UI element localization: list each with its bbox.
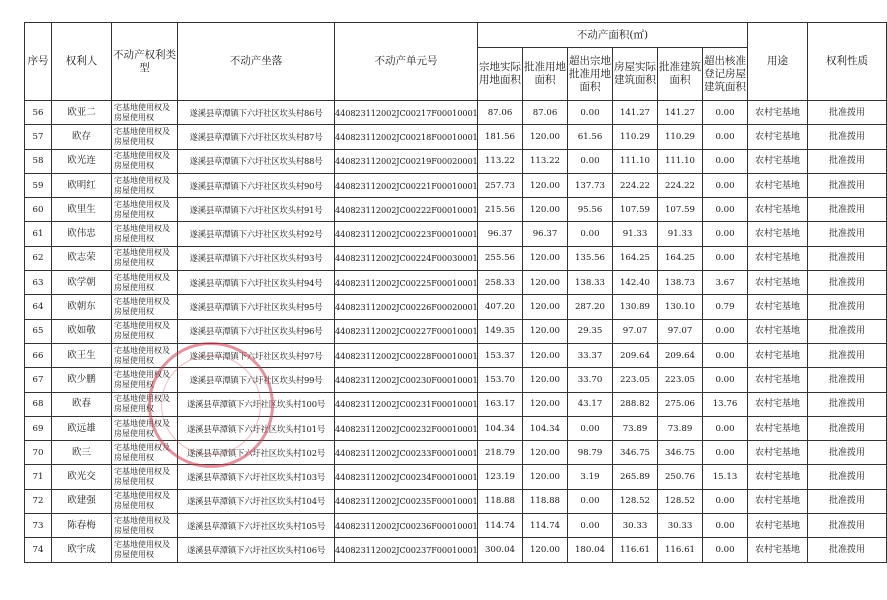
cell-approved-land: 120.00 (523, 343, 568, 367)
header-unit-no: 不动产单元号 (335, 23, 478, 101)
cell-seq: 64 (25, 295, 52, 319)
cell-unit-no: 440823112002JC00219F00020001 (335, 149, 478, 173)
cell-approved-building: 116.61 (658, 538, 703, 562)
header-nature: 权利性质 (808, 23, 887, 101)
cell-approved-building: 107.59 (658, 198, 703, 222)
cell-seq: 66 (25, 343, 52, 367)
cell-usage: 农村宅基地 (748, 538, 808, 562)
cell-nature: 批准拨用 (808, 441, 887, 465)
cell-excess-land: 287.20 (568, 295, 613, 319)
cell-usage: 农村宅基地 (748, 319, 808, 343)
cell-site-area: 257.73 (478, 173, 523, 197)
cell-right-type: 宅基地使用权及房屋使用权 (112, 198, 178, 222)
cell-excess-building: 0.00 (703, 343, 748, 367)
cell-holder: 欧少鹏 (52, 368, 112, 392)
cell-right-type: 宅基地使用权及房屋使用权 (112, 295, 178, 319)
table-row (25, 368, 887, 392)
cell-approved-building: 30.33 (658, 514, 703, 538)
cell-holder: 欧建强 (52, 489, 112, 513)
cell-house-area: 223.05 (613, 368, 658, 392)
cell-seq: 68 (25, 392, 52, 416)
table-row (25, 295, 887, 319)
cell-excess-land: 135.56 (568, 246, 613, 270)
cell-right-type: 宅基地使用权及房屋使用权 (112, 101, 178, 125)
cell-right-type: 宅基地使用权及房屋使用权 (112, 222, 178, 246)
cell-usage: 农村宅基地 (748, 149, 808, 173)
cell-house-area: 224.22 (613, 173, 658, 197)
cell-holder: 欧远雄 (52, 416, 112, 440)
cell-nature: 批准拨用 (808, 246, 887, 270)
cell-house-area: 288.82 (613, 392, 658, 416)
cell-seq: 62 (25, 246, 52, 270)
cell-approved-land: 120.00 (523, 441, 568, 465)
cell-site-area: 87.06 (478, 101, 523, 125)
cell-unit-no: 440823112002JC00230F00010001 (335, 368, 478, 392)
cell-right-type: 宅基地使用权及房屋使用权 (112, 149, 178, 173)
cell-usage: 农村宅基地 (748, 295, 808, 319)
cell-location: 遂溪县草潭镇下六圩社区坎头村105号 (178, 514, 335, 538)
cell-site-area: 215.56 (478, 198, 523, 222)
cell-approved-land: 120.00 (523, 368, 568, 392)
cell-right-type: 宅基地使用权及房屋使用权 (112, 392, 178, 416)
cell-location: 遂溪县草潭镇下六圩社区坎头村102号 (178, 441, 335, 465)
cell-excess-building: 0.79 (703, 295, 748, 319)
table-row (25, 489, 887, 513)
table-row (25, 514, 887, 538)
header-site-area: 宗地实际用地面积 (478, 48, 523, 101)
cell-excess-building: 0.00 (703, 246, 748, 270)
cell-unit-no: 440823112002JC00227F00010001 (335, 319, 478, 343)
cell-unit-no: 440823112002JC00231F00010001 (335, 392, 478, 416)
cell-site-area: 407.20 (478, 295, 523, 319)
cell-nature: 批准拨用 (808, 198, 887, 222)
cell-holder: 陈春梅 (52, 514, 112, 538)
cell-holder: 欧王生 (52, 343, 112, 367)
cell-holder: 欧三 (52, 441, 112, 465)
cell-unit-no: 440823112002JC00223F00010001 (335, 222, 478, 246)
cell-seq: 69 (25, 416, 52, 440)
cell-excess-land: 95.56 (568, 198, 613, 222)
header-seq: 序号 (25, 23, 52, 101)
cell-house-area: 130.89 (613, 295, 658, 319)
cell-holder: 欧宇成 (52, 538, 112, 562)
cell-nature: 批准拨用 (808, 149, 887, 173)
cell-excess-building: 0.00 (703, 125, 748, 149)
cell-location: 遂溪县草潭镇下六圩社区坎头村94号 (178, 271, 335, 295)
table-row (25, 343, 887, 367)
cell-seq: 56 (25, 101, 52, 125)
cell-seq: 73 (25, 514, 52, 538)
table-row (25, 222, 887, 246)
cell-excess-land: 0.00 (568, 514, 613, 538)
cell-seq: 57 (25, 125, 52, 149)
cell-excess-land: 0.00 (568, 149, 613, 173)
cell-nature: 批准拨用 (808, 319, 887, 343)
cell-site-area: 114.74 (478, 514, 523, 538)
cell-approved-building: 164.25 (658, 246, 703, 270)
cell-location: 遂溪县草潭镇下六圩社区坎头村90号 (178, 173, 335, 197)
cell-excess-building: 0.00 (703, 416, 748, 440)
header-house-area: 房屋实际建筑面积 (613, 48, 658, 101)
cell-excess-building: 0.00 (703, 222, 748, 246)
header-excess-land: 超出宗地批准用地面积 (568, 48, 613, 101)
cell-approved-building: 209.64 (658, 343, 703, 367)
cell-house-area: 209.64 (613, 343, 658, 367)
cell-approved-building: 130.10 (658, 295, 703, 319)
cell-approved-land: 114.74 (523, 514, 568, 538)
cell-right-type: 宅基地使用权及房屋使用权 (112, 416, 178, 440)
cell-unit-no: 440823112002JC00225F00010001 (335, 271, 478, 295)
cell-approved-building: 346.75 (658, 441, 703, 465)
cell-nature: 批准拨用 (808, 271, 887, 295)
cell-house-area: 164.25 (613, 246, 658, 270)
cell-seq: 67 (25, 368, 52, 392)
cell-nature: 批准拨用 (808, 489, 887, 513)
cell-usage: 农村宅基地 (748, 416, 808, 440)
cell-nature: 批准拨用 (808, 222, 887, 246)
cell-approved-building: 250.76 (658, 465, 703, 489)
header-location: 不动产坐落 (178, 23, 335, 101)
cell-location: 遂溪县草潭镇下六圩社区坎头村97号 (178, 343, 335, 367)
register-sheet (24, 22, 869, 570)
cell-excess-land: 0.00 (568, 489, 613, 513)
cell-unit-no: 440823112002JC00222F00010001 (335, 198, 478, 222)
register-rows (25, 101, 887, 563)
cell-location: 遂溪县草潭镇下六圩社区坎头村91号 (178, 198, 335, 222)
cell-holder: 欧如敬 (52, 319, 112, 343)
cell-approved-building: 128.52 (658, 489, 703, 513)
cell-site-area: 123.19 (478, 465, 523, 489)
cell-holder: 欧光交 (52, 465, 112, 489)
cell-excess-building: 15.13 (703, 465, 748, 489)
cell-excess-building: 0.00 (703, 198, 748, 222)
cell-approved-building: 73.89 (658, 416, 703, 440)
cell-excess-land: 0.00 (568, 222, 613, 246)
cell-approved-building: 97.07 (658, 319, 703, 343)
cell-approved-land: 120.00 (523, 198, 568, 222)
cell-excess-building: 0.00 (703, 489, 748, 513)
cell-unit-no: 440823112002JC00232F00010001 (335, 416, 478, 440)
cell-excess-land: 138.33 (568, 271, 613, 295)
cell-holder: 欧光连 (52, 149, 112, 173)
cell-nature: 批准拨用 (808, 101, 887, 125)
cell-house-area: 91.33 (613, 222, 658, 246)
cell-seq: 60 (25, 198, 52, 222)
cell-approved-building: 111.10 (658, 149, 703, 173)
table-row (25, 392, 887, 416)
cell-location: 遂溪县草潭镇下六圩社区坎头村86号 (178, 101, 335, 125)
cell-holder: 欧里生 (52, 198, 112, 222)
cell-excess-building: 0.00 (703, 101, 748, 125)
cell-excess-land: 137.73 (568, 173, 613, 197)
cell-nature: 批准拨用 (808, 465, 887, 489)
cell-nature: 批准拨用 (808, 368, 887, 392)
cell-site-area: 118.88 (478, 489, 523, 513)
header-approved-building: 批准建筑面积 (658, 48, 703, 101)
cell-right-type: 宅基地使用权及房屋使用权 (112, 489, 178, 513)
cell-site-area: 104.34 (478, 416, 523, 440)
cell-site-area: 96.37 (478, 222, 523, 246)
cell-site-area: 113.22 (478, 149, 523, 173)
cell-house-area: 346.75 (613, 441, 658, 465)
cell-house-area: 73.89 (613, 416, 658, 440)
cell-right-type: 宅基地使用权及房屋使用权 (112, 271, 178, 295)
cell-usage: 农村宅基地 (748, 198, 808, 222)
cell-usage: 农村宅基地 (748, 514, 808, 538)
table-row (25, 149, 887, 173)
cell-approved-building: 141.27 (658, 101, 703, 125)
cell-location: 遂溪县草潭镇下六圩社区坎头村88号 (178, 149, 335, 173)
cell-right-type: 宅基地使用权及房屋使用权 (112, 368, 178, 392)
cell-holder: 欧存 (52, 125, 112, 149)
cell-site-area: 258.33 (478, 271, 523, 295)
cell-approved-land: 120.00 (523, 173, 568, 197)
table-row (25, 441, 887, 465)
cell-approved-land: 120.00 (523, 246, 568, 270)
cell-approved-building: 138.73 (658, 271, 703, 295)
cell-nature: 批准拨用 (808, 343, 887, 367)
cell-approved-land: 87.06 (523, 101, 568, 125)
cell-approved-land: 120.00 (523, 295, 568, 319)
cell-right-type: 宅基地使用权及房屋使用权 (112, 538, 178, 562)
cell-location: 遂溪县草潭镇下六圩社区坎头村106号 (178, 538, 335, 562)
cell-approved-land: 120.00 (523, 125, 568, 149)
table-row (25, 246, 887, 270)
cell-excess-land: 0.00 (568, 101, 613, 125)
cell-usage: 农村宅基地 (748, 343, 808, 367)
cell-site-area: 153.70 (478, 368, 523, 392)
cell-approved-land: 120.00 (523, 538, 568, 562)
table-row (25, 173, 887, 197)
cell-excess-building: 0.00 (703, 149, 748, 173)
cell-house-area: 110.29 (613, 125, 658, 149)
cell-right-type: 宅基地使用权及房屋使用权 (112, 441, 178, 465)
cell-approved-land: 96.37 (523, 222, 568, 246)
header-approved-land: 批准用地面积 (523, 48, 568, 101)
cell-location: 遂溪县草潭镇下六圩社区坎头村96号 (178, 319, 335, 343)
cell-house-area: 97.07 (613, 319, 658, 343)
cell-approved-land: 113.22 (523, 149, 568, 173)
cell-site-area: 163.17 (478, 392, 523, 416)
cell-location: 遂溪县草潭镇下六圩社区坎头村101号 (178, 416, 335, 440)
cell-seq: 63 (25, 271, 52, 295)
cell-nature: 批准拨用 (808, 538, 887, 562)
cell-location: 遂溪县草潭镇下六圩社区坎头村92号 (178, 222, 335, 246)
cell-right-type: 宅基地使用权及房屋使用权 (112, 343, 178, 367)
cell-usage: 农村宅基地 (748, 101, 808, 125)
cell-approved-land: 120.00 (523, 319, 568, 343)
cell-site-area: 255.56 (478, 246, 523, 270)
cell-unit-no: 440823112002JC00217F00010001 (335, 101, 478, 125)
cell-house-area: 107.59 (613, 198, 658, 222)
cell-excess-building: 0.00 (703, 538, 748, 562)
cell-right-type: 宅基地使用权及房屋使用权 (112, 173, 178, 197)
cell-approved-building: 275.06 (658, 392, 703, 416)
cell-usage: 农村宅基地 (748, 173, 808, 197)
cell-site-area: 149.35 (478, 319, 523, 343)
cell-site-area: 300.04 (478, 538, 523, 562)
cell-excess-land: 33.70 (568, 368, 613, 392)
cell-approved-building: 91.33 (658, 222, 703, 246)
cell-excess-land: 33.37 (568, 343, 613, 367)
cell-approved-building: 110.29 (658, 125, 703, 149)
cell-house-area: 111.10 (613, 149, 658, 173)
cell-approved-land: 118.88 (523, 489, 568, 513)
cell-holder: 欧春 (52, 392, 112, 416)
header-area-group: 不动产面积(㎡) (478, 23, 748, 48)
cell-unit-no: 440823112002JC00234F00010001 (335, 465, 478, 489)
cell-excess-land: 180.04 (568, 538, 613, 562)
cell-location: 遂溪县草潭镇下六圩社区坎头村103号 (178, 465, 335, 489)
table-row (25, 416, 887, 440)
cell-house-area: 116.61 (613, 538, 658, 562)
cell-usage: 农村宅基地 (748, 441, 808, 465)
cell-usage: 农村宅基地 (748, 222, 808, 246)
cell-excess-building: 0.00 (703, 441, 748, 465)
cell-nature: 批准拨用 (808, 392, 887, 416)
table-row (25, 319, 887, 343)
cell-unit-no: 440823112002JC00224F00030001 (335, 246, 478, 270)
cell-holder: 欧伟忠 (52, 222, 112, 246)
cell-right-type: 宅基地使用权及房屋使用权 (112, 514, 178, 538)
header-excess-building: 超出核准登记房屋建筑面积 (703, 48, 748, 101)
cell-unit-no: 440823112002JC00237F00010001 (335, 538, 478, 562)
table-row (25, 125, 887, 149)
cell-site-area: 218.79 (478, 441, 523, 465)
cell-unit-no: 440823112002JC00228F00010001 (335, 343, 478, 367)
cell-usage: 农村宅基地 (748, 125, 808, 149)
cell-right-type: 宅基地使用权及房屋使用权 (112, 319, 178, 343)
table-row (25, 465, 887, 489)
cell-holder: 欧明红 (52, 173, 112, 197)
cell-site-area: 181.56 (478, 125, 523, 149)
cell-seq: 65 (25, 319, 52, 343)
cell-nature: 批准拨用 (808, 125, 887, 149)
cell-excess-land: 0.00 (568, 416, 613, 440)
cell-nature: 批准拨用 (808, 416, 887, 440)
cell-excess-land: 3.19 (568, 465, 613, 489)
cell-right-type: 宅基地使用权及房屋使用权 (112, 246, 178, 270)
cell-excess-land: 98.79 (568, 441, 613, 465)
cell-seq: 71 (25, 465, 52, 489)
cell-unit-no: 440823112002JC00218F00010001 (335, 125, 478, 149)
cell-excess-building: 13.76 (703, 392, 748, 416)
cell-excess-building: 0.00 (703, 173, 748, 197)
cell-holder: 欧朝东 (52, 295, 112, 319)
cell-location: 遂溪县草潭镇下六圩社区坎头村104号 (178, 489, 335, 513)
cell-nature: 批准拨用 (808, 514, 887, 538)
cell-holder: 欧学朝 (52, 271, 112, 295)
cell-excess-land: 29.35 (568, 319, 613, 343)
cell-house-area: 141.27 (613, 101, 658, 125)
cell-approved-building: 223.05 (658, 368, 703, 392)
cell-right-type: 宅基地使用权及房屋使用权 (112, 465, 178, 489)
cell-seq: 61 (25, 222, 52, 246)
cell-approved-building: 224.22 (658, 173, 703, 197)
cell-seq: 70 (25, 441, 52, 465)
cell-approved-land: 120.00 (523, 271, 568, 295)
cell-approved-land: 104.34 (523, 416, 568, 440)
cell-unit-no: 440823112002JC00236F00010001 (335, 514, 478, 538)
cell-usage: 农村宅基地 (748, 368, 808, 392)
property-register-table (24, 22, 887, 563)
cell-seq: 72 (25, 489, 52, 513)
cell-excess-building: 3.67 (703, 271, 748, 295)
cell-seq: 59 (25, 173, 52, 197)
cell-location: 遂溪县草潭镇下六圩社区坎头村99号 (178, 368, 335, 392)
cell-house-area: 265.89 (613, 465, 658, 489)
cell-usage: 农村宅基地 (748, 271, 808, 295)
cell-excess-land: 61.56 (568, 125, 613, 149)
cell-house-area: 128.52 (613, 489, 658, 513)
table-row (25, 101, 887, 125)
cell-nature: 批准拨用 (808, 295, 887, 319)
cell-location: 遂溪县草潭镇下六圩社区坎头村93号 (178, 246, 335, 270)
cell-unit-no: 440823112002JC00233F00010001 (335, 441, 478, 465)
cell-excess-building: 0.00 (703, 514, 748, 538)
cell-excess-land: 43.17 (568, 392, 613, 416)
cell-excess-building: 0.00 (703, 319, 748, 343)
table-row (25, 271, 887, 295)
cell-site-area: 153.37 (478, 343, 523, 367)
cell-excess-building: 0.00 (703, 368, 748, 392)
cell-holder: 欧亚二 (52, 101, 112, 125)
cell-right-type: 宅基地使用权及房屋使用权 (112, 125, 178, 149)
cell-house-area: 142.40 (613, 271, 658, 295)
cell-nature: 批准拨用 (808, 173, 887, 197)
cell-seq: 58 (25, 149, 52, 173)
cell-location: 遂溪县草潭镇下六圩社区坎头村95号 (178, 295, 335, 319)
cell-location: 遂溪县草潭镇下六圩社区坎头村87号 (178, 125, 335, 149)
cell-location: 遂溪县草潭镇下六圩社区坎头村100号 (178, 392, 335, 416)
cell-approved-land: 120.00 (523, 392, 568, 416)
cell-usage: 农村宅基地 (748, 392, 808, 416)
table-row (25, 198, 887, 222)
table-row (25, 538, 887, 562)
cell-usage: 农村宅基地 (748, 465, 808, 489)
header-right-type: 不动产权利类型 (112, 23, 178, 101)
cell-usage: 农村宅基地 (748, 246, 808, 270)
cell-holder: 欧志荣 (52, 246, 112, 270)
cell-unit-no: 440823112002JC00235F00010001 (335, 489, 478, 513)
cell-seq: 74 (25, 538, 52, 562)
cell-unit-no: 440823112002JC00221F00010001 (335, 173, 478, 197)
cell-approved-land: 120.00 (523, 465, 568, 489)
cell-house-area: 30.33 (613, 514, 658, 538)
header-holder: 权利人 (52, 23, 112, 101)
cell-unit-no: 440823112002JC00226F00020001 (335, 295, 478, 319)
cell-usage: 农村宅基地 (748, 489, 808, 513)
header-usage: 用途 (748, 23, 808, 101)
